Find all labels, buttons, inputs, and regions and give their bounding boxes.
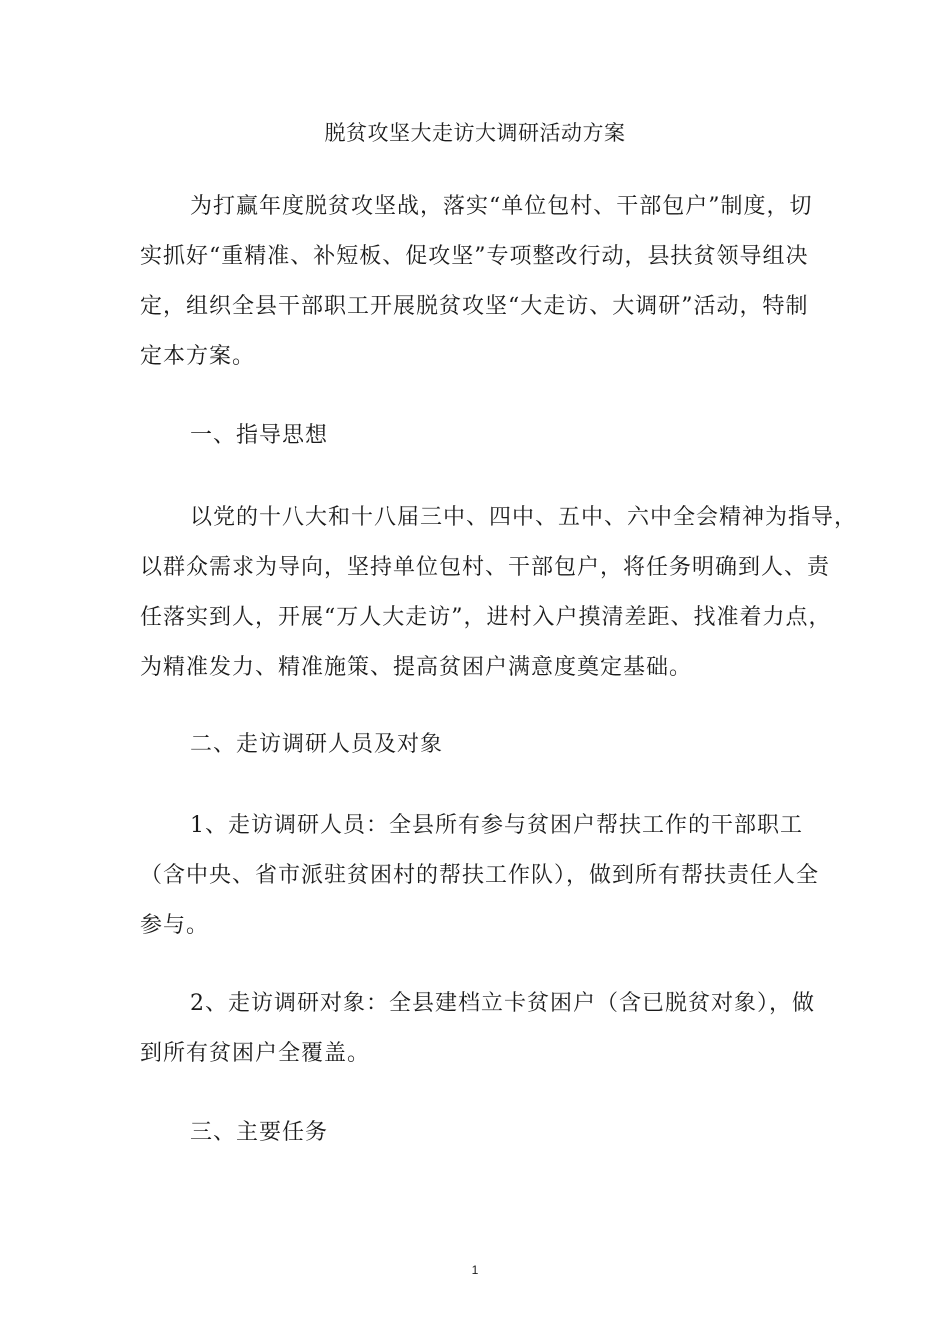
section-heading-2: 二、走访调研人员及对象 [190,732,444,757]
paragraph-line: （含中央、省市派驻贫困村的帮扶工作队），做到所有帮扶责任人全 [140,863,820,888]
paragraph-line: 2、走访调研对象：全县建档立卡贫困户（含已脱贫对象），做 [190,991,815,1016]
paragraph-line: 实抓好“重精准、补短板、促攻坚”专项整改行动，县扶贫领导组决 [140,244,809,269]
section-heading-3: 三、主要任务 [190,1120,329,1145]
paragraph-line: 任落实到人，开展“万人大走访”，进村入户摸清差距、找准着力点， [140,605,832,630]
section2-item2-paragraph [140,979,830,1079]
section-heading-1: 一、指导思想 [190,423,329,448]
paragraph-line: 定，组织全县干部职工开展脱贫攻坚“大走访、大调研”活动，特制 [140,294,809,319]
paragraph-line: 以群众需求为导向，坚持单位包村、干部包户，将任务明确到人、责 [140,555,831,580]
intro-paragraph [140,182,830,382]
paragraph-line: 以党的十八大和十八届三中、四中、五中、六中全会精神为指导， [190,505,858,530]
paragraph-line: 1、走访调研人员：全县所有参与贫困户帮扶工作的干部职工 [190,813,803,838]
paragraph-line: 为精准发力、精准施策、提高贫困户满意度奠定基础。 [140,655,693,680]
document-title: 脱贫攻坚大走访大调研活动方案 [324,121,626,145]
page-number: 1 [471,1263,479,1277]
paragraph-line: 为打赢年度脱贫攻坚战，落实“单位包村、干部包户”制度，切 [190,194,813,219]
paragraph-line: 定本方案。 [140,344,256,369]
paragraph-line: 参与。 [140,913,210,938]
paragraph-line: 到所有贫困户全覆盖。 [140,1041,371,1066]
section2-item1-paragraph [140,801,830,951]
section1-paragraph [140,493,858,693]
